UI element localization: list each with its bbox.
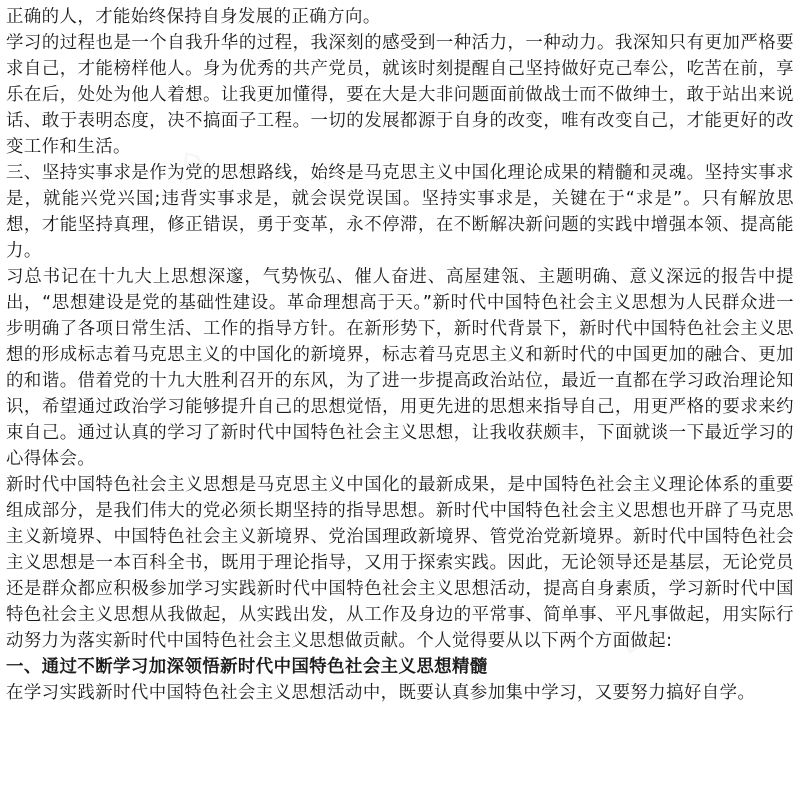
paragraph-5: 新时代中国特色社会主义思想是马克思主义中国化的最新成果，是中国特色社会主义理论体系的重要组成部分，是我们伟大的党必须长期坚持的指导思想。新时代中国特色社会主义思想也开辟了马克思主义新境界、中国特色社会主义新境界、党治国理政新境界、管党治党新境界。新时代中国特色社会主义思想是一本百科全书，既用于理论指导，又用于探索实践。因此，无论领导还是基层，无论党员还是群众都应积极参加学习实践新时代中国特色社会主义思想活动，提高自身素质，学习新时代中国特色社会主义思想从我做起，从实践出发，从工作及身边的平常事、简单事、平凡事做起，用实际行动努力为落实新时代中国特色社会主义思想做贡献。个人觉得要从以下两个方面做起:: [6, 475, 794, 651]
section-heading: 一、通过不断学习加深领悟新时代中国特色社会主义思想精髓: [6, 657, 488, 677]
paragraph-3: 三、坚持实事求是作为党的思想路线，始终是马克思主义中国化理论成果的精髓和灵魂。坚持实事求是，就能兴党兴国;违背实事求是，就会误党误国。坚持实事求是，关键在于“求是”。只有解放思想，才能坚持真理，修正错误，勇于变革，永不停滞，在不断解决新问题的实践中增强本领、提高能力。: [6, 163, 794, 261]
paragraph-6: 在学习实践新时代中国特色社会主义思想活动中，既要认真参加集中学习，又要努力搞好自学。: [6, 683, 756, 703]
paragraph-1: 正确的人，才能始终保持自身发展的正确方向。: [6, 7, 381, 27]
paragraph-2: 学习的过程也是一个自我升华的过程，我深刻的感受到一种活力，一种动力。我深知只有更加严格要求自己，才能榜样他人。身为优秀的共产党员，就该时刻提醒自己坚持做好克己奉公，吃苦在前，享乐在后，处处为他人着想。让我更加懂得，要在大是大非问题面前做战士而不做绅士，敢于站出来说话、敢于表明态度，决不搞面子工程。一切的发展都源于自身的改变，唯有改变自己，才能更好的改变工作和生活。: [6, 33, 794, 157]
paragraph-4: 习总书记在十九大上思想深邃，气势恢弘、催人奋进、高屋建瓴、主题明确、意义深远的报告中提出，“思想建设是党的基础性建设。革命理想高于天。”新时代中国特色社会主义思想为人民群众进一步明确了各项日常生活、工作的指导方针。在新形势下，新时代背景下，新时代中国特色社会主义思想的形成标志着马克思主义的中国化的新境界，标志着马克思主义和新时代的中国更加的融合、更加的和谐。借着党的十九大胜利召开的东风，为了进一步提高政治站位，最近一直都在学习政治理论知识，希望通过政治学习能够提升自己的思想觉悟，用更先进的思想来指导自己，用更严格的要求来约束自己。通过认真的学习了新时代中国特色社会主义思想，让我收获颇丰，下面就谈一下最近学习的心得体会。: [6, 267, 794, 469]
